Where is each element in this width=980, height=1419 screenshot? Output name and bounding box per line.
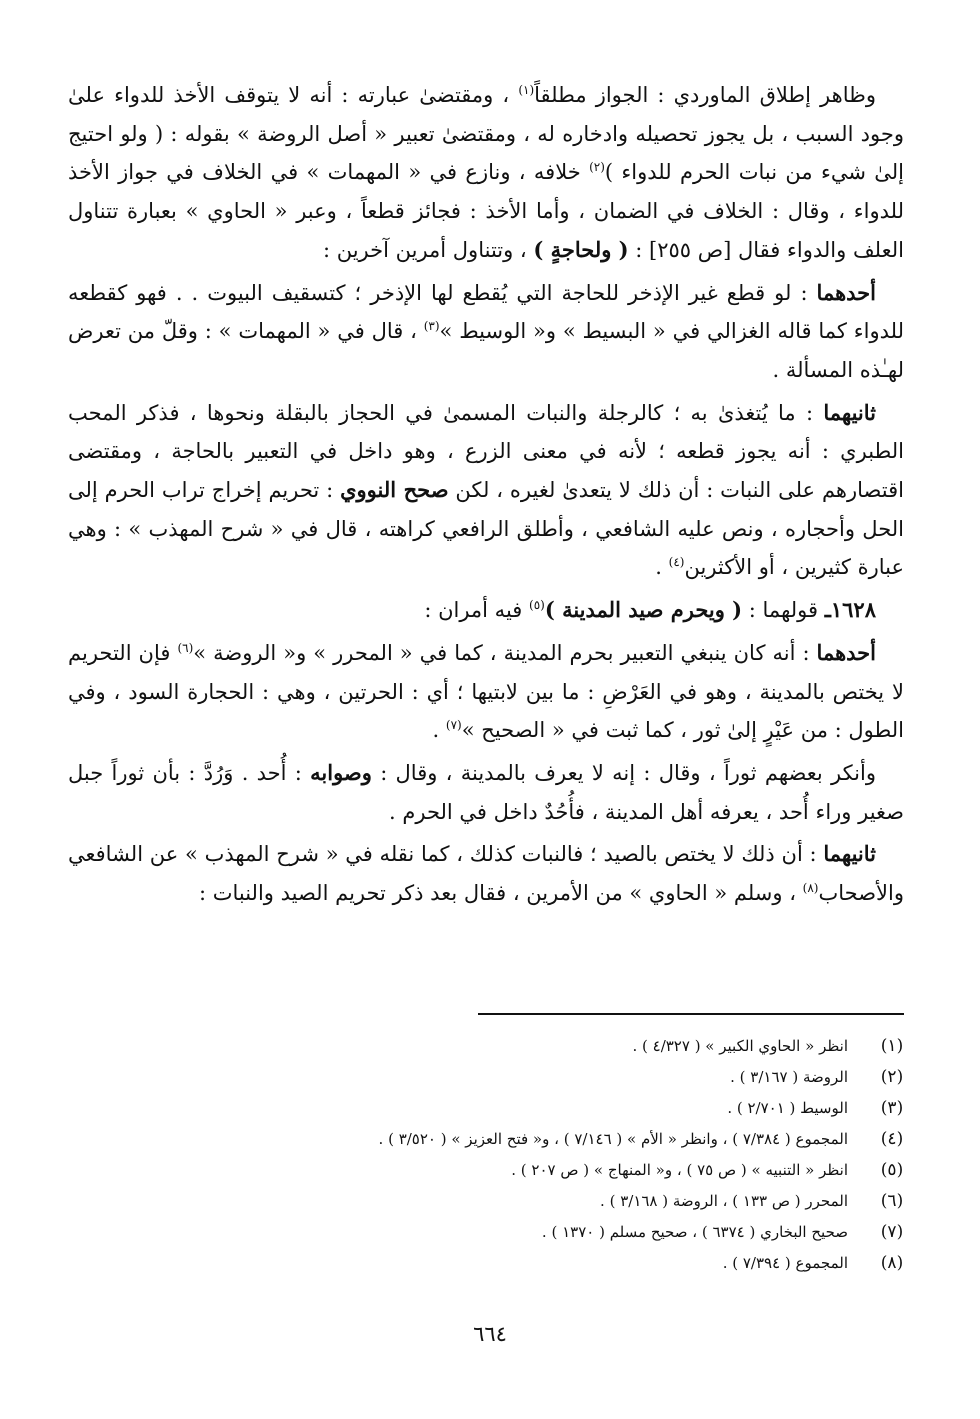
section-number: ١٦٢٨ـ: [824, 597, 876, 623]
footnote-ref: (٢): [589, 160, 605, 175]
main-text: [68, 76, 904, 913]
text-run: : لو قطع غير الإذخر للحاجة التي يُقطع لها الإذخر ؛ كتسقيف البيوت . . فهو كقطعه للدواء كما قاله الغزالي في « البسيط » و« الوسيط »: [68, 280, 904, 344]
text-run: : تحريم إخراج تراب الحرم إلى الحل وأحجاره ، ونص عليه الشافعي ، وأطلق الرافعي كراهته ، قال في « شرح المهذب » : وهي عبارة كثيرين ، أو الأكثرين: [68, 478, 904, 580]
bold-quote: ( ولحاجةٍ ): [533, 236, 629, 262]
footnote-item: [150, 1160, 910, 1191]
page-number: ٦٦٤: [473, 1322, 507, 1346]
paragraph-lead: أحدهما: [816, 639, 876, 665]
text-run: وأنكر بعضهم ثوراً ، وقال : إنه لا يعرف بالمدينة ، وقال :: [371, 760, 876, 785]
footnote-number: (٦): [880, 1191, 904, 1211]
footnote-text: صحيح البخاري ( ٦٣٧٤ ) ، صحيح مسلم ( ١٣٧٠ ) .: [541, 1223, 848, 1241]
text-run: فإن التحريم لا يختص بالمدينة ، وهو في العَرْضِ : ما بين لابتيها ؛ أي : الحرتين ، وهي : الحجارة السود ، وفي الطول : من عَيْرٍ إلىٰ ثور ، كما ثبت في « الصحيح »: [68, 640, 904, 743]
paragraph-5: [68, 634, 904, 750]
bold-quote: ( ويحرم صيد المدينة ): [544, 597, 743, 623]
paragraph-lead: ثانيهما: [823, 399, 876, 425]
footnote-number: (٢): [880, 1067, 904, 1087]
footnote-ref: (٥): [529, 598, 545, 613]
footnote-ref: (٣): [423, 319, 440, 334]
footnote-separator: [478, 1013, 904, 1015]
footnote-item: [150, 1129, 910, 1160]
paragraph-2: [68, 274, 904, 390]
text-run: : أن ذلك لا يختص بالصيد ؛ فالنبات كذلك ، كما نقله في « شرح المهذب » عن الشافعي والأصحاب: [68, 842, 904, 906]
footnote-item: [150, 1098, 910, 1129]
footnote-item: [150, 1067, 910, 1098]
footnote-text: الوسيط ( ٢/٧٠١ ) .: [727, 1099, 848, 1117]
bold-phrase: صحح النووي: [340, 477, 449, 503]
text-run: ، ومقتضىٰ عبارته : أنه لا يتوقف الأخذ للدواء علىٰ وجود السبب ، بل يجوز تحصيله وادخاره له ، ومقتضىٰ تعبير « أصل الروضة » بقوله : ( ولو احتيج إلىٰ شيء من نبات الحرم للدواء ): [68, 83, 905, 185]
footnote-text: انظر « الحاوي الكبير » ( ٤/٣٢٧ ) .: [632, 1037, 848, 1055]
footnote-item: [150, 1191, 910, 1222]
text-run: .: [432, 718, 446, 743]
footnotes-list: [150, 1036, 910, 1284]
footnote-item: [150, 1253, 910, 1284]
footnote-ref: (٤): [668, 555, 685, 570]
footnote-number: (٥): [880, 1160, 904, 1180]
footnote-text: انظر « التنبيه » ( ص ٧٥ ) ، و« المنهاج » ( ص ٢٠٧ ) .: [511, 1161, 848, 1179]
footnote-number: (٧): [880, 1222, 904, 1242]
footnote-item: [150, 1036, 910, 1067]
text-run: قولهما :: [742, 598, 825, 623]
text-run: فيه أمران :: [424, 598, 529, 623]
text-run: ، وسلم « الحاوي » من الأمرين ، فقال بعد ذكر تحريم الصيد والنبات :: [198, 881, 803, 906]
paragraph-7: [68, 835, 904, 912]
paragraph-4: [68, 591, 904, 630]
footnote-text: المجموع ( ٧/٣٨٤ ) ، وانظر « الأم » ( ٧/١٤٦ ) ، و« فتح العزيز » ( ٣/٥٢٠ ) .: [378, 1130, 848, 1148]
bold-phrase: وصوابه: [310, 759, 372, 785]
text-run: : ما يُتغذىٰ به ؛ كالرجلة والنبات المسمىٰ في الحجاز بالبقلة ونحوها ، فذكر المحب الطبري : أنه يجوز قطعه ؛ لأنه في معنى الزرع ، وهو داخل في التعبير بالحاجة ، ومقتضى اقتصارهم على النبات : أن ذلك لا يتعدىٰ لغيره ، لكن: [68, 400, 904, 503]
paragraph-6: [68, 754, 904, 831]
footnote-ref: (٧): [445, 718, 462, 733]
footnote-text: الروضة ( ٣/١٦٧ ) .: [730, 1068, 848, 1086]
text-run: خلافه ، ونازع في « المهمات » في الخلاف في جواز الأخذ للدواء ، وقال : الخلاف في الضمان ، وأما الأخذ : فجائز قطعاً ، وعبر « الحاوي » بعبارة تتناول العلف والدواء فقال [ص ٢٥٥] :: [68, 160, 904, 262]
text-run: ، وتتناول أمرين آخرين :: [322, 237, 534, 262]
paragraph-1: [68, 76, 904, 270]
text-run: : أُحد . وَرُدَّ : بأن ثوراً جبل صغير وراء أُحد ، يعرفه أهل المدينة ، فأُحُدٌ داخل في الحرم .: [68, 760, 904, 824]
footnote-text: المحرر ( ص ١٣٣ ) ، الروضة ( ٣/١٦٨ ) .: [600, 1192, 848, 1210]
footnote-ref: (٦): [177, 640, 194, 655]
text-run: ، قال في « المهمات » : وقلّ من تعرض لهـٰذه المسألة .: [68, 319, 904, 382]
paragraph-3: [68, 394, 904, 588]
footnote-ref: (٨): [802, 881, 819, 896]
text-run: وظاهر إطلاق الماوردي : الجواز مطلقاً: [534, 83, 876, 107]
footnote-ref: (١): [518, 83, 535, 97]
text-run: .: [655, 555, 669, 580]
footnote-number: (٨): [880, 1253, 904, 1273]
footnote-item: [150, 1222, 910, 1253]
footnote-number: (١): [880, 1036, 904, 1056]
footnote-number: (٤): [880, 1129, 904, 1149]
footnote-number: (٣): [880, 1098, 904, 1118]
footnote-text: المجموع ( ٧/٣٩٤ ) .: [722, 1254, 848, 1272]
paragraph-lead: أحدهما: [816, 279, 876, 305]
text-run: : أنه كان ينبغي التعبير بحرم المدينة ، كما في « المحرر » و« الروضة »: [193, 640, 817, 665]
paragraph-lead: ثانيهما: [823, 841, 876, 867]
